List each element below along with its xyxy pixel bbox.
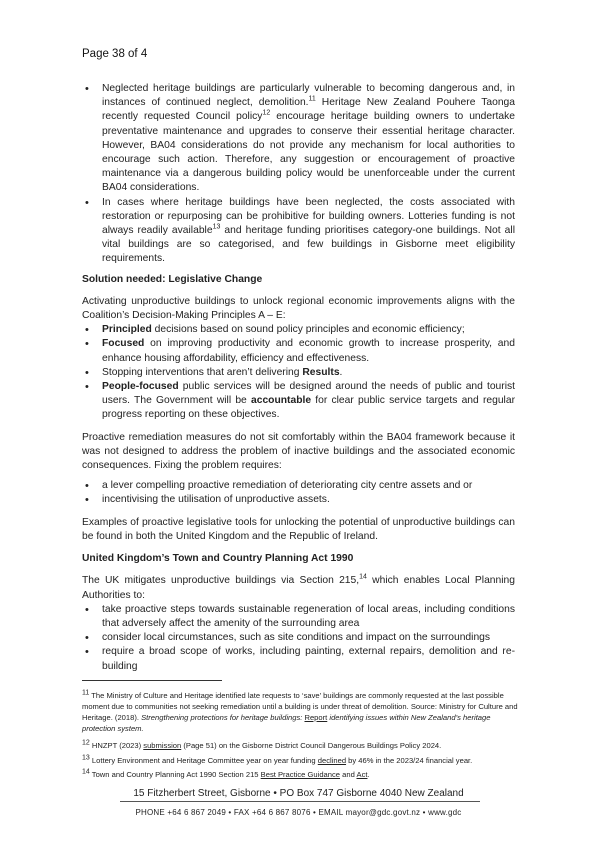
footnote-link[interactable]: submission — [143, 741, 182, 750]
list-item: • require a broad scope of works, including painting, external repairs, demolition and re-building — [82, 645, 515, 673]
footnote-divider — [82, 680, 222, 681]
footer-divider — [120, 801, 480, 802]
footnote-14: $^{14}$ Town and Country Planning Act 1990 Section 215 Best Practice Guidance and Act. — [82, 768, 370, 779]
paragraph: Proactive remediation measures do not sit comfortably within the BA04 framework because it was not designed to address the problem of inactive buildings and the associated economic consequences. Fixing the problem requires: — [82, 431, 515, 472]
footnote-13: $^{13}$ Lottery Environment and Heritage Committee year on year funding declined by 46% in the 2023/24 financial year. — [82, 754, 473, 765]
document-body — [82, 82, 515, 674]
list-item: • consider local circumstances, such as site conditions and impact on the surroundings — [82, 631, 515, 645]
page-number: Page 38 of 4 — [82, 48, 148, 60]
list-item: • a lever compelling proactive remediation of deteriorating city centre assets and or — [82, 479, 515, 493]
footer-contact: PHONE +64 6 867 2049 • FAX +64 6 867 8076 • EMAIL mayor@gdc.govt.nz • www.gdc — [135, 808, 462, 817]
list-item: • Neglected heritage buildings are particularly vulnerable to becoming dangerous and, in instances of continued neglect, demolition.$^{11}$ Heritage New Zealand Pouhere Taonga recently requested Council policy$^{12}$ encourage heritage building owners to undertake preventative maintenance and upgrades to conserve their essential heritage character. However, BA04 considerations do not provide any mechanism for local authorities to encourage such action. Therefore, any suggestion or encouragement of proactive maintenance via a dangerous building policy would be unenforceable under the current BA04 considerations. — [82, 82, 515, 196]
footnote-link[interactable]: Act — [356, 770, 368, 779]
uk-powers-list — [82, 603, 515, 674]
footnote-link[interactable]: Best Practice Guidance — [260, 770, 341, 779]
paragraph: Examples of proactive legislative tools for unlocking the potential of unproductive buildings can be found in both the United Kingdom and the Republic of Ireland. — [82, 516, 515, 542]
principles-list — [82, 323, 515, 422]
list-item: • Focused on improving productivity and economic growth to increase prosperity, and enhance housing affordability, efficiency and effectiveness. — [82, 337, 515, 365]
footer-address: 15 Fitzherbert Street, Gisborne • PO Box 747 Gisborne 4040 New Zealand — [133, 788, 464, 799]
footnote-link[interactable]: Report — [304, 713, 328, 722]
section-heading: United Kingdom’s Town and Country Planning Act 1990 — [82, 553, 354, 565]
list-item: • Stopping interventions that aren’t delivering Results. — [82, 366, 515, 380]
issues-list — [82, 82, 515, 267]
list-item: • incentivising the utilisation of unproductive assets. — [82, 493, 515, 507]
footnote-link[interactable]: declined — [317, 756, 347, 765]
list-item: • take proactive steps towards sustainable regeneration of local areas, including conditions that adversely affect the amenity of the surrounding area — [82, 603, 515, 631]
paragraph: Activating unproductive buildings to unlock regional economic improvements aligns with the Coalition’s Decision-Making Principles A – E: — [82, 295, 515, 322]
list-item: • In cases where heritage buildings have been neglected, the costs associated with restoration or repurposing can be prohibitive for building owners. Lotteries funding is not always readily available$^{13}$ and heritage funding prioritises category-one buildings. Not all vital buildings are so categorised, and few buildings in Gisborne meet eligibility requirements. — [82, 196, 515, 267]
footnote-11: $^{11}$ The Ministry of Culture and Heritage identified late requests to ‘save’ buildings are commonly requested at the last possible moment due to communities not seeking remediation until a building is under threat of demolition. Source: Ministry for Culture and Heritage. (2018). Strengthening protections for heritage buildings: Report identifying issues within New Zealand’s heritage protection system. — [82, 689, 518, 733]
section-heading: Solution needed: Legislative Change — [82, 273, 263, 285]
list-item: • Principled decisions based on sound policy principles and economic efficiency; — [82, 323, 515, 337]
footnote-12: $^{12}$ HNZPT (2023) submission (Page 51) on the Gisborne District Council Dangerous Buildings Policy 2024. — [82, 739, 442, 750]
requirements-list — [82, 479, 515, 507]
list-item: • People-focused public services will be designed around the needs of public and tourist users. The Government will be accountable for clear public service targets and regular progress reporting on these objectives. — [82, 380, 515, 423]
paragraph: The UK mitigates unproductive buildings via Section 215,14 which enables Local Planning Authorities to: — [82, 573, 515, 601]
